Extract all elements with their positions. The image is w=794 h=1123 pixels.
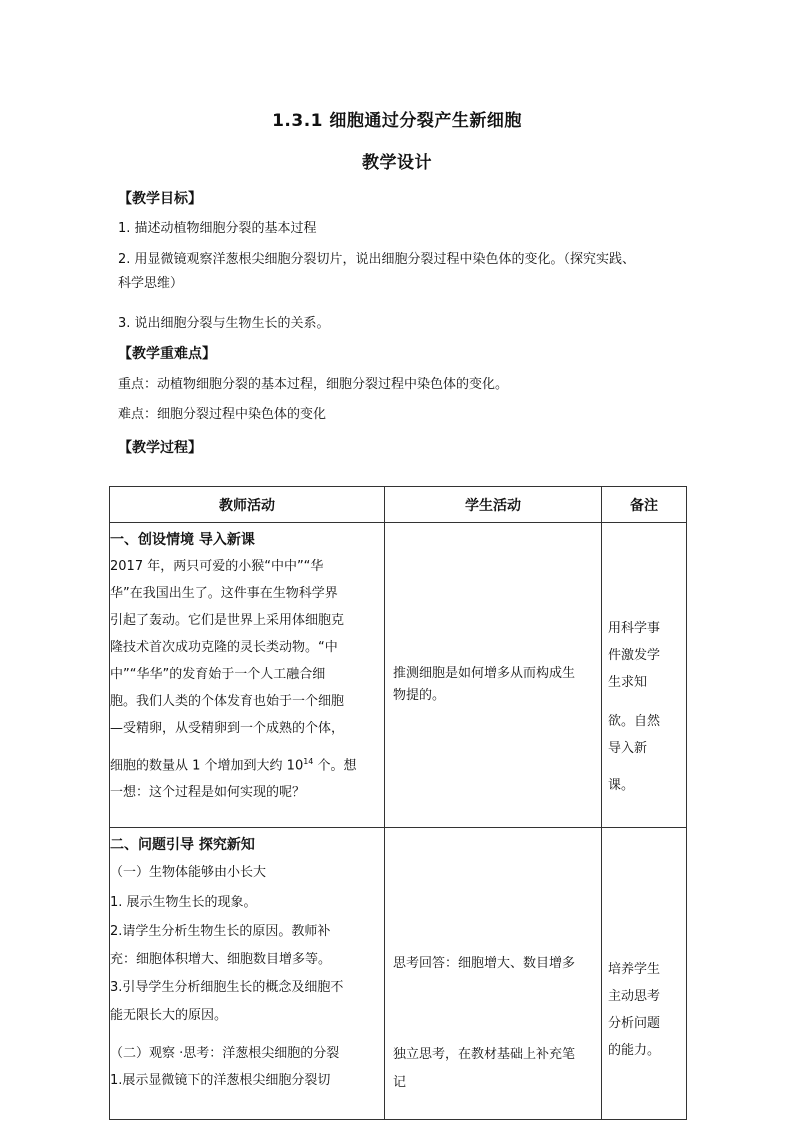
row1-line: 胞。我们人类的个体发育也始于一个细胞 <box>110 694 345 709</box>
teacher-cell-2 <box>110 828 385 1120</box>
process-heading: 【教学过程】 <box>118 440 202 456</box>
row1-line-part: 细胞的数量从 1 个增加到大约 10 <box>110 758 304 774</box>
row2-line: （一）生物体能够由小长大 <box>110 865 267 880</box>
table-row <box>110 828 687 1120</box>
note-cell-1 <box>602 523 687 828</box>
keypoint-difficulty: 难点：细胞分裂过程中染色体的变化 <box>118 407 327 422</box>
row2-line: 2.请学生分析生物生长的原因。教师补 <box>110 924 331 939</box>
row1-line: 一想：这个过程是如何实现的呢？ <box>110 785 306 801</box>
note-cell-2 <box>602 828 687 1120</box>
row2-student-a: 思考回答：细胞增大、数目增多 <box>393 956 576 971</box>
keypoint-focus: 重点：动植物细胞分裂的基本过程，细胞分裂过程中染色体的变化。 <box>118 377 509 392</box>
row1-student-line: 物提的。 <box>393 688 446 703</box>
row1-student-text <box>393 663 593 707</box>
row1-line-exponent <box>110 748 384 779</box>
row1-line: —受精卵，从受精卵到一个成熟的个体， <box>110 721 345 736</box>
header-teacher: 教师活动 <box>110 487 385 523</box>
row1-line: 隆技术首次成功克隆的灵长类动物。“中 <box>110 640 338 655</box>
row2-student-line: 独立思考，在教材基础上补充笔 <box>393 1047 576 1062</box>
objectives-heading: 【教学目标】 <box>118 191 202 207</box>
row2-line: 1. 展示生物生长的现象。 <box>110 895 257 910</box>
row1-student-line: 推测细胞是如何增多从而构成生 <box>393 666 576 681</box>
note-line: 件激发学 <box>608 648 661 663</box>
teacher-cell-1 <box>110 523 385 828</box>
document-subtitle: 教学设计 <box>362 153 432 173</box>
note-line: 分析问题 <box>608 1016 661 1031</box>
table-row <box>110 523 687 828</box>
note-line: 生求知 <box>608 675 648 690</box>
row1-line-part: 个。想 <box>313 758 357 774</box>
document-title: 1.3.1 细胞通过分裂产生新细胞 <box>272 111 522 131</box>
header-student: 学生活动 <box>385 487 602 523</box>
row2-line: 3.引导学生分析细胞生长的概念及细胞不 <box>110 980 344 995</box>
row2-note <box>608 956 680 1064</box>
note-line: 用科学事 <box>608 621 661 636</box>
objective-2: 2. 用显微镜观察洋葱根尖细胞分裂切片，说出细胞分裂过程中染色体的变化。（探究实践、 <box>118 252 636 267</box>
objective-2-cont: 科学思维） <box>118 276 184 291</box>
row2-line: （二）观察 ·思考：洋葱根尖细胞的分裂 <box>110 1046 340 1061</box>
row1-note <box>608 615 680 799</box>
note-line: 的能力。 <box>608 1043 661 1058</box>
header-note: 备注 <box>602 487 687 523</box>
note-line: 课。 <box>608 778 635 793</box>
row1-line: 华”在我国出生了。这件事在生物科学界 <box>110 586 338 601</box>
row1-heading: 一、创设情境 导入新课 <box>110 532 255 548</box>
objective-1: 1. 描述动植物细胞分裂的基本过程 <box>118 221 317 236</box>
student-cell-2 <box>385 828 602 1120</box>
note-line: 培养学生 <box>608 962 661 977</box>
row2-line: 充：细胞体积增大、细胞数目增多等。 <box>110 952 332 967</box>
row1-line: 2017 年，两只可爱的小猴“中中”“华 <box>110 559 324 574</box>
row1-line: 中”“华华”的发育始于一个人工融合细 <box>110 667 326 682</box>
row2-line: 1.展示显微镜下的洋葱根尖细胞分裂切 <box>110 1073 331 1088</box>
row2-student-line: 记 <box>393 1075 407 1090</box>
note-line: 主动思考 <box>608 989 661 1004</box>
student-cell-1 <box>385 523 602 828</box>
row1-line: 引起了轰动。它们是世界上采用体细胞克 <box>110 613 345 628</box>
objective-3: 3. 说出细胞分裂与生物生长的关系。 <box>118 316 330 331</box>
keypoints-heading: 【教学重难点】 <box>118 346 216 362</box>
note-line: 导入新 <box>608 741 648 756</box>
exponent: 14 <box>303 757 314 766</box>
table-header-row <box>110 487 687 523</box>
row2-heading: 二、问题引导 探究新知 <box>110 837 255 853</box>
row2-line: 能无限长大的原因。 <box>110 1008 228 1023</box>
teaching-process-table <box>109 486 687 1120</box>
row2-student-b <box>393 1041 593 1097</box>
note-line: 欲。自然 <box>608 714 661 729</box>
